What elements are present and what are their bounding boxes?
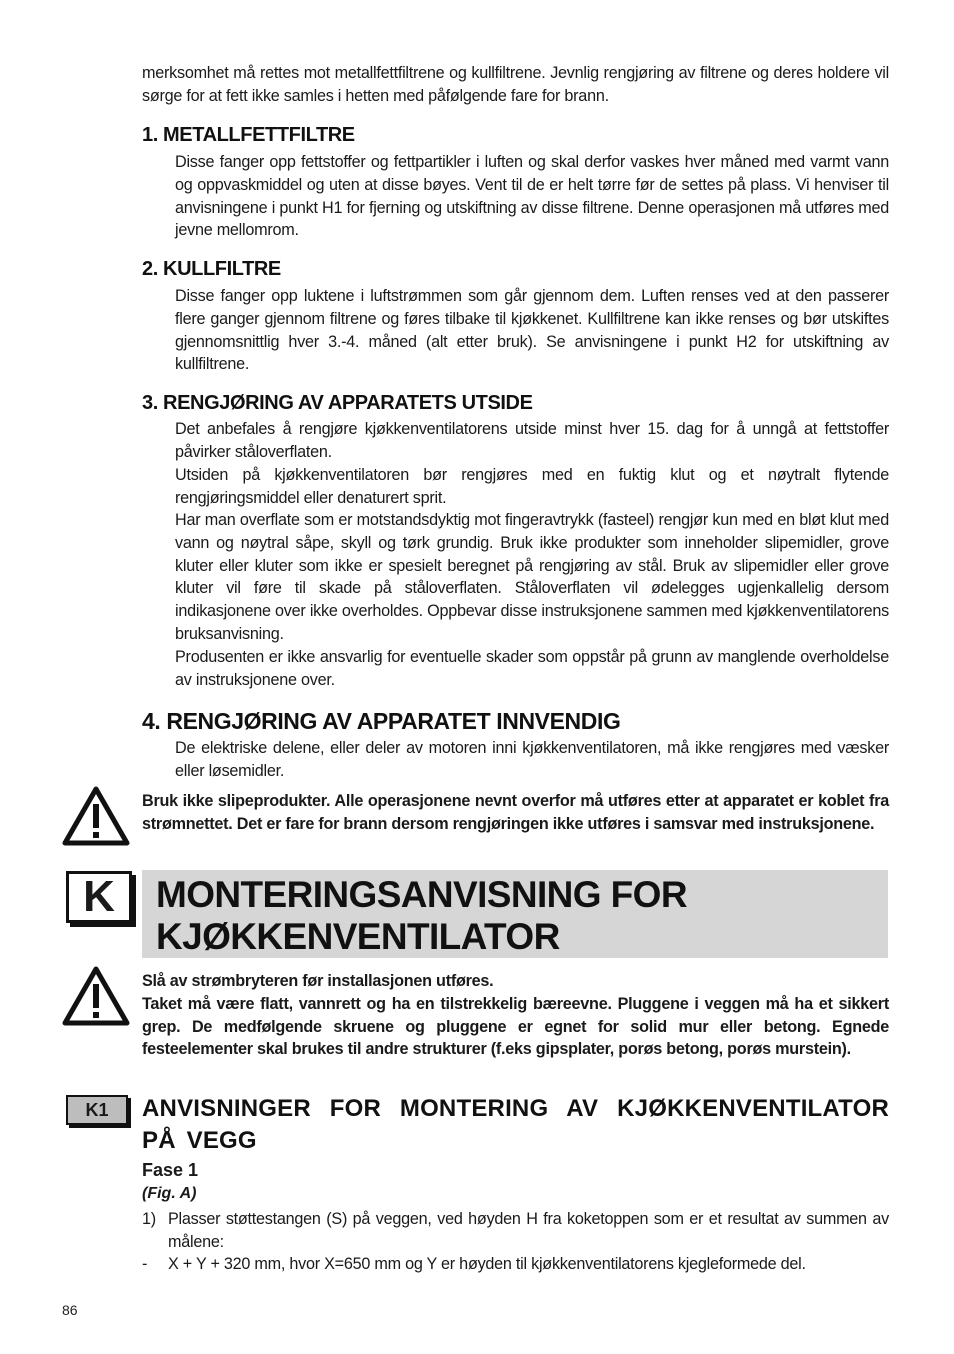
section-1-heading: 1. METALLFETTFILTRE: [142, 124, 355, 146]
list-item-measurement: [142, 1253, 889, 1276]
warning-triangle-icon: [62, 786, 130, 846]
section-3-text-4: Produsenten er ikke ansvarlig for eventuelle skader som oppstår på grunn av manglende overholdelse av instruksjonene over.: [175, 648, 889, 689]
section-3-text-1: Det anbefales å rengjøre kjøkkenventilatorens utside minst hver 15. dag for å unngå at fettstoffer påvirker ståloverflaten.: [175, 420, 889, 461]
section-4-text: De elektriske delene, eller deler av motoren inni kjøkkenventilatoren, må ikke rengjøres med væsker eller løsemidler.: [175, 739, 889, 780]
section-4-heading: 4. RENGJØRING AV APPARATET INNVENDIG: [142, 708, 621, 734]
section-3-heading: 3. RENGJØRING AV APPARATETS UTSIDE: [142, 392, 533, 414]
section-k-title: [156, 874, 876, 958]
section-k-title-line1: MONTERINGSANVISNING FOR: [156, 874, 687, 915]
k1-title: ANVISNINGER FOR MONTERING AV KJØKKENVENTILATOR PÅ VEGG: [142, 1095, 889, 1154]
intro-paragraph: merksomhet må rettes mot metallfettfiltrene og kullfiltrene. Jevnlig rengjøring av filtrene og deres holdere vil sørge for at fett ikke samles i hetten med påfølgende fare for brann.: [142, 64, 889, 105]
section-1-text: Disse fanger opp fettstoffer og fettpartikler i luften og skal derfor vaskes hver måned med varmt vann og oppvaskmiddel og uten at disse bøyes. Vent til de er helt tørre før de settes på plass. Vi henviser til anvisningene i punkt H1 for fjerning og utskiftning av disse filtrene. Denne operasjonen må utføres med jevne mellomrom.: [175, 153, 889, 240]
warning-text-installation: [142, 970, 889, 1061]
section-3-text-2: Utsiden på kjøkkenventilatoren bør rengjøres med en fuktig klut og et nøytralt flytende rengjøringsmiddel eller denaturert sprit.: [175, 466, 889, 507]
section-2-heading: 2. KULLFILTRE: [142, 258, 281, 280]
section-k-title-line2: KJØKKENVENTILATOR: [156, 916, 560, 957]
warning-line-power: Slå av strømbryteren før installasjonen utføres.: [142, 972, 494, 990]
step-number: 1): [142, 1210, 156, 1228]
page-number: 86: [62, 1302, 78, 1318]
warning-line-ceiling: Taket må være flatt, vannrett og ha en tilstrekkelig bæreevne. Pluggene i veggen må ha et sikkert grep. De medfølgende skruene og pluggene er egnet for solid mur eller betong. Egnede festeelementer skal brukes til andre strukturer (f.eks gipsplater, porøs betong, porøs murstein).: [142, 994, 889, 1059]
step-1: [142, 1208, 889, 1254]
section-3-text-3: Har man overflate som er motstandsdyktig mot fingeravtrykk (fasteel) rengjør kun med en bløt klut med vann og nøytral såpe, skyll og tørk grundig. Bruk ikke produkter som inneholder slipemidler, grove kluter eller kluter som ikke er spesielt beregnet på rengjøring av stål. Bruk av slipemidler eller grove kluter vil føre til skade på ståloverflaten. Ståloverflaten vil ødelegges ugjenkallelig dersom indikasjonene over ikke overholdes. Oppbevar disse instruksjonene sammen med kjøkkenventilatorens bruksanvisning.: [175, 511, 889, 643]
phase-label: Fase 1: [142, 1160, 199, 1180]
list-dash: -: [142, 1255, 148, 1273]
figure-reference: (Fig. A): [142, 1185, 197, 1202]
k1-badge: K1: [66, 1095, 128, 1125]
measurement-text: X + Y + 320 mm, hvor X=650 mm og Y er høyden til kjøkkenventilatorens kjegleformede del.: [168, 1255, 806, 1273]
warning-text-cleaning: Bruk ikke slipeprodukter. Alle operasjonene nevnt overfor må utføres etter at apparatet er koblet fra strømnettet. Det er fare for brann dersom rengjøringen ikke utføres i samsvar med instruksjonene.: [142, 792, 889, 833]
section-k-badge: K: [66, 871, 132, 923]
warning-triangle-icon: [62, 966, 130, 1026]
step-text: Plasser støttestangen (S) på veggen, ved høyden H fra koketoppen som er et resultat av summen av målene:: [168, 1210, 889, 1251]
section-2-text: Disse fanger opp luktene i luftstrømmen som går gjennom dem. Luften renses ved at den passerer flere ganger gjennom filtrene og føres tilbake til kjøkkenet. Kullfiltrene kan ikke renses og bør utskiftes gjennomsnittlig hver 3.-4. måned (alt etter bruk). Se anvisningene i punkt H2 for utskiftning av kullfiltrene.: [175, 287, 889, 374]
